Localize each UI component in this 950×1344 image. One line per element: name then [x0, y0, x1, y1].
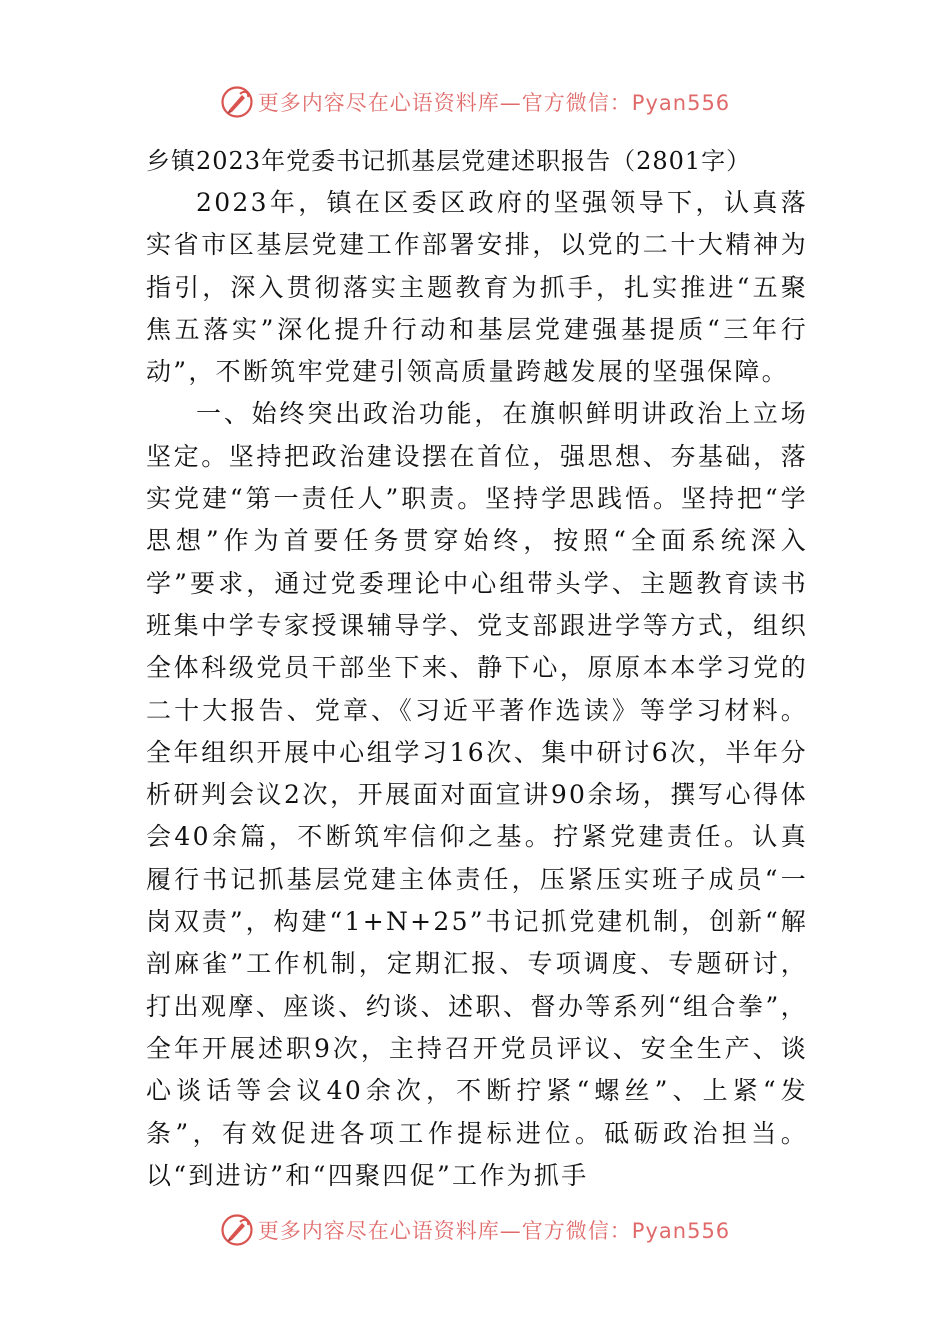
pen-circle-logo-icon	[220, 1213, 254, 1247]
paragraph-section-one: 一、始终突出政治功能，在旗帜鲜明讲政治上立场坚定。坚持把政治建设摆在首位，强思想、夯基础，落实党建“第一责任人”职责。坚持学思践悟。坚持把“学思想”作为首要任务贯穿始终，按照“全面系统深入学”要求，通过党委理论中心组带头学、主题教育读书班集中学专家授课辅导学、党支部跟进学等方式，组织全体科级党员干部坐下来、静下心，原原本本学习党的二十大报告、党章、《习近平著作选读》等学习材料。全年组织开展中心组学习16次、集中研讨6次，半年分析研判会议2次，开展面对面宣讲90余场，撰写心得体会40余篇，不断筑牢信仰之基。拧紧党建责任。认真履行书记抓基层党建主体责任，压紧压实班子成员“一岗双责”，构建“1+N+25”书记抓党建机制，创新“解剖麻雀”工作机制，定期汇报、专项调度、专题研讨，打出观摩、座谈、约谈、述职、督办等系列“组合拳”，全年开展述职9次，主持召开党员评议、安全生产、谈心谈话等会议40余次，不断拧紧“螺丝”、上紧“发条”，有效促进各项工作提标进位。砥砺政治担当。以“到进访”和“四聚四促”工作为抓手	[146, 399, 808, 1190]
document-title: 乡镇2023年党委书记抓基层党建述职报告（2801字）	[146, 147, 752, 175]
document-body	[146, 140, 808, 1197]
watermark-text: 更多内容尽在心语资料库—官方微信：Pyan556	[257, 91, 731, 115]
watermark-banner-top	[0, 82, 950, 122]
watermark-banner-bottom	[0, 1210, 950, 1250]
pen-circle-logo-icon	[220, 85, 254, 119]
paragraph-intro: 2023年，镇在区委区政府的坚强领导下，认真落实省市区基层党建工作部署安排，以党的二十大精神为指引，深入贯彻落实主题教育为抓手，扎实推进“五聚焦五落实”深化提升行动和基层党建强基提质“三年行动”，不断筑牢党建引领高质量跨越发展的坚强保障。	[146, 188, 808, 387]
watermark-text: 更多内容尽在心语资料库—官方微信：Pyan556	[257, 1219, 731, 1243]
